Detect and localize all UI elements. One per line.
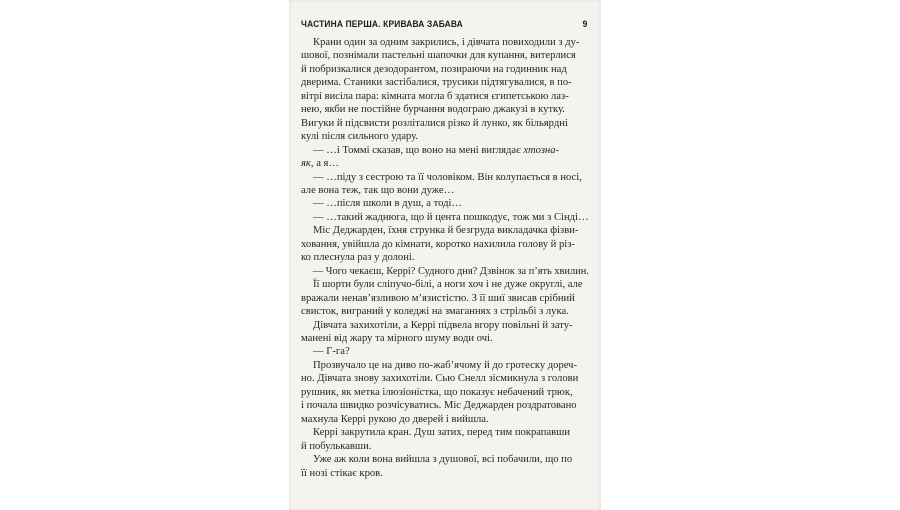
text-line: — Чого чекаєш, Керрі? Судного дня? Дзвінок за п’ять хвилин.: [312, 265, 589, 277]
running-header: [301, 19, 588, 33]
text-line: — …такий жаднюга, що й цента пошкодує, тож ми з Сінді…: [313, 211, 589, 223]
text-line: Міс Деджарден, їхня струнка й безгруда викладачка фізви-: [313, 225, 579, 237]
text-line: кулі після сильного удару.: [301, 131, 419, 143]
text-line: але вона теж, так що вони дуже…: [301, 184, 455, 196]
text-line: Прозвучало це на диво по-жаб’ячому й до гротеску дореч-: [313, 359, 578, 371]
text-line: й побризкалися дезодорантом, позираючи на годинник над: [301, 63, 567, 75]
text-line: но. Дівчата знову захихотіли. Сью Снелл зісмикнула з голови: [301, 373, 579, 385]
text-line: дверима. Станики застібалися, трусики підтягувалися, в по-: [301, 77, 572, 89]
text-line: вражали ненав’язливою м’язистістю. З її шиї звисав срібний: [301, 292, 575, 304]
italic-text: як: [301, 158, 311, 170]
text-line: Її шорти були сліпучо-білі, а ноги хоч і не дуже округлі, але: [313, 279, 583, 291]
text-line: й побулькавши.: [301, 440, 372, 452]
text-line: Крани один за одним закрились, і дівчата повиходили з ду-: [313, 37, 580, 48]
text-line: свисток, виграний у коледжі на змаганнях з стрільбі з лука.: [301, 306, 569, 318]
text-line: вітрі висіла пара: кімната могла б здатися єгипетською лаз-: [301, 90, 569, 102]
text-line: манені від жару та мірного шуму води очі.: [301, 332, 493, 344]
chapter-title: ЧАСТИНА ПЕРША. КРИВАВА ЗАБАВА: [301, 19, 463, 29]
text-line: Вигуки й підсвисти розліталися різко й лунко, як більярдні: [301, 117, 568, 129]
text-line: ко плеснула раз у долоні.: [301, 252, 415, 264]
text-line: Уже аж коли вона вийшла з душової, всі побачили, що по: [313, 454, 573, 466]
text-line: рушник, як метка ілюзіоністка, що показує небачений трюк,: [301, 386, 573, 398]
text-line: ховання, увійшла до кімнати, коротко нахилила голову й різ-: [301, 238, 575, 250]
text-line: її нозі стікає кров.: [301, 467, 383, 479]
text-line: — …піду з сестрою та її чоловіком. Він колупається в носі,: [313, 171, 582, 183]
text-line: махнула Керрі рукою до дверей і вийшла.: [301, 413, 489, 425]
text-line: Дівчата захихотіли, а Керрі підвела вгору повільні й зату-: [313, 319, 573, 331]
italic-text: хтозна-: [523, 144, 560, 156]
book-page: [289, 0, 601, 510]
text-line: як, а я…: [301, 158, 340, 170]
text-line: і почала швидко розчісуватись. Міс Деджарден роздратовано: [301, 400, 577, 412]
text-line: — …і Томмі сказав, що воно на мені виглядає хтозна-: [313, 144, 560, 156]
text-line: — …після школи в душ, а тоді…: [313, 198, 463, 210]
body-text: [301, 36, 589, 480]
text-line: — Г-га?: [313, 346, 350, 358]
text-line: Керрі закрутила кран. Душ затих, перед тим покрапавши: [313, 427, 571, 439]
text-line: шової, познімали пастельні шапочки для купання, витерлися: [301, 50, 576, 62]
text-line: нею, якби не постійне бурчання водограю джакузі в кутку.: [301, 104, 565, 116]
page-number: 9: [582, 19, 588, 29]
